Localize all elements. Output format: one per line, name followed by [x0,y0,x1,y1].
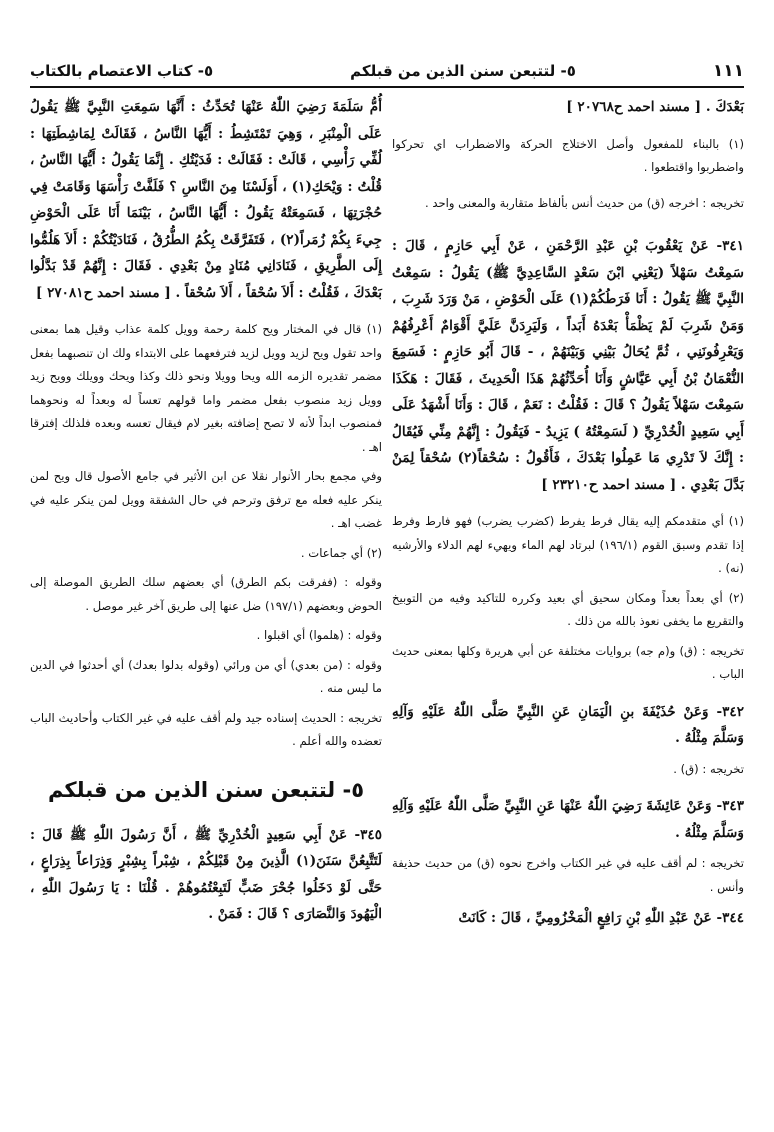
footnote: (٢) أي بعداً بعداً ومكان سحيق أي بعيد وكرره للتاكيد وفيه من التوبيخ والتقريع ما يخفى نعوذ بالله من ذلك . [392,590,744,628]
hadith-345: ٣٤٥- عَنْ أَبِي سَعِيدٍ الْخُدْرِيِّ ﷺ ، أَنَّ رَسُولَ اللّٰهِ ﷺ قَالَ : لَتَتَّبِعُنَّ سَنَنَ(١) الَّذِينَ مِنْ قَبْلِكُمْ ، شِبْراً بِشِبْرٍ وَذِرَاعاً بِذِرَاعٍ ، حَتَّى لَوْ دَخَلُوا جُحْرَ ضَبٍّ لَتَبِعْتُمُوهُمْ . قُلْنَا : يَا رَسُولَ اللّٰهِ ، الْيَهُودَ وَالنَّصَارَى ؟ قَالَ : فَمَنْ . [30,826,382,922]
hadith-344: ٣٤٤- عَنْ عَبْدِ اللّٰهِ بْنِ رَافِعٍ الْمَخْزُومِيِّ ، قَالَ : كَانَتْ [458,910,744,926]
hadith-342: ٣٤٢- وَعَنْ حُذَيْفَةَ بنِ الْيَمَانِ عَنِ النَّبِيِّ صَلَّى اللّٰهُ عَلَيْهِ وَآلِهِ وَسَلَّمَ مِثْلُهُ . [392,703,744,746]
takhrij-note: تخريجه : (ق) و(م جه) بروايات مختلفة عن أبي هريرة وكلها بمعنى حديث الباب . [392,643,744,681]
footnote: وقوله : (ففرقت بكم الطرق) أي بعضهم سلك الطريق الموصلة إلى الحوض وبعضهم (١٩٧/١) ضل عنها إلى طريق آخر غير موصل . [30,575,382,613]
takhrij-note: تخريجه : لم أقف عليه في غير الكتاب واخرج نحوه (ق) من حديث حذيفة وأنس . [392,856,744,894]
footnote: وفي مجمع بحار الأنوار نقلا عن ابن الأثير في جامع الأصول قال ويح لمن ينكر عليه فعله مع ترفق وترحم في حال الشفقة وويل لمن ينكر عليه في غضب اهـ . [30,469,382,530]
left-column [30,94,382,934]
hadith-343: ٣٤٣- وَعَنْ عَائِشَةَ رَضِيَ اللّٰهُ عَنْهَا عَنِ النَّبِيِّ صَلَّى اللّٰهُ عَلَيْهِ وَآلِهِ وَسَلَّمَ مِثْلُهُ . [392,798,744,841]
footnote: وقوله : (من بعدي) أي من ورائي (وقوله بدلوا بعدك) أي أحدثوا في الدين ما ليس منه . [30,657,382,695]
hadith-text: أُمُّ سَلَمَةَ رَضِيَ اللّٰهُ عَنْهَا تُحَدِّثُ : أَنَّهَا سَمِعَتِ النَّبِيَّ ﷺ يَقُولُ عَلَى الْمِنْبَرِ ، وَهِيَ تَمْتَشِطُ : أَيُّهَا النَّاسُ ، فَقَالَتْ لِمَاشِطَتِهَا : لُفِّي رَأْسِي ، قَالَتْ : فَقَالَتْ : فَدَيْتُكِ . إِنَّمَا يَقُولُ : أَيُّهَا النَّاسُ ، قُلْتُ : وَيْحَكِ(١) ، أَوَلَسْنَا مِنَ النَّاسِ ؟ فَلَفَّتْ رَأْسَهَا وَقَامَتْ فِي حُجْرَتِهَا ، فَسَمِعَتْهُ يَقُولُ : أَيُّهَا النَّاسُ ، بَيْنَمَا أَنَا عَلَى الْحَوْضِ جِيءَ بِكُمْ زُمَراً(٢) ، فَتَفَرَّقَتْ بِكُمُ الطُّرُقُ ، فَنَادَيْتُكُمْ : أَلاَ هَلُمُّوا إِلَى الطَّرِيقِ ، فَنَادَانِي مُنَادٍ مِنْ بَعْدِي . فَقَالَ : إِنَّهُمْ قَدْ بَدَّلُوا بَعْدَكَ ، فَقُلْتُ : أَلاَ سُحْقاً ، أَلاَ سُحْقاً . [ مسند احمد ح٢٧٠٨١ ] [30,99,382,301]
footnote: (١) قال في المختار ويح كلمة رحمة وويل كلمة عذاب وقيل هما بمعنى واحد تقول ويح لزيد وويل لزيد فترفعهما على الابتداء ولك ان تنصبهما بفعل مضمر تقديره الزمه الله ويحا وويلا ونحو ذلك وكذا ويحك وويلك وويح زيد وويل زيد منصوب بفعل مضمر واما قولهم تعساً له وبعداً له ونحوهما فمنصوب ابداً لأنه لا تصح إضافته بغير لام فيقال تعسه وبعده فلذلك إفترقا اهـ . [30,322,382,454]
footnote: (١) بالبناء للمفعول وأصل الاختلاج الحركة والاضطراب اي تحركوا واضطربوا واقتطعوا . [392,136,744,174]
running-header [30,58,744,84]
chapter-title: ٥- لتتبعن سنن الذين من قبلكم [350,62,576,80]
hadith-341: ٣٤١- عَنْ يَعْقُوبَ بْنِ عَبْدِ الرَّحْمَنِ ، عَنْ أَبِي حَازِمٍ ، قَالَ : سَمِعْتُ سَهْلاً (يَعْنِي ابْنَ سَعْدٍ السَّاعِدِيَّ ﷺ) يَقُولُ : سَمِعْتُ النَّبِيَّ ﷺ يَقُولُ : أَنَا فَرَطُكُمْ(١) عَلَى الْحَوْضِ ، مَنْ وَرَدَ شَرِبَ ، وَمَنْ شَرِبَ لَمْ يَظْمَأْ بَعْدَهُ أَبَداً ، وَلَيَرِدَنَّ عَلَيَّ أَقْوَامٌ أَعْرِفُهُمْ وَيَعْرِفُونَنِي ، ثُمَّ يُحَالُ بَيْنِي وَبَيْنَهُمْ ، - قَالَ أَبُو حَازِمٍ : فَسَمِعَ النُّعْمَانُ بْنُ أَبِي عَيَّاشٍ وَأَنَا أُحَدِّثُهُمْ هَذَا الْحَدِيثَ ، فَقَالَ : هَكَذَا سَمِعْتَ سَهْلاً يَقُولُ ؟ قَالَ : فَقُلْتُ : نَعَمْ ، قَالَ : وَأَنَا أَشْهَدُ عَلَى أَبِي سَعِيدٍ الْخُدْرِيِّ ( لَسَمِعْتُهُ ) يَزِيدُ - فَيَقُولُ : إِنَّهُمْ مِنِّي فَيُقَالُ : إِنَّكَ لاَ تَدْرِي مَا عَمِلُوا بَعْدَكَ ، فَأَقُولُ : سُحْقاً(٢) سُحْقاً لِمَنْ بَدَّلَ بَعْدِي . [ مسند احمد ح٢٣٢١٠ ] [392,238,744,493]
book-title: ٥- كتاب الاعتصام بالكتاب [30,62,214,80]
hadith-text: بَعْدَكَ . [ مسند احمد ح٢٠٧٦٨ ] [566,99,744,115]
footnote: (١) أي متقدمكم إليه يقال فرط يفرط (كضرب يضرب) فهو فارط وفرط إذا تقدم وسبق القوم (١٩٦/١) لبرتاد لهم الماء ويهيء لهم الدلاء والأرشيه (نه) . [392,514,744,575]
takhrij-note: تخريجه : (ق) . [673,761,744,776]
page-number: ١١١ [712,61,744,81]
takhrij-note: تخريجه : اخرجه (ق) من حديث أنس بألفاظ متقاربة والمعنى واحد . [425,195,744,210]
section-title: ٥- لتتبعن سنن الذين من قبلكم [47,777,365,802]
header-rule [30,86,744,88]
takhrij-note: تخريجه : الحديث إسناده جيد ولم أقف عليه في غير الكتاب وأحاديث الباب تعضده والله أعلم . [30,710,382,748]
footnote: وقوله : (هلموا) أي اقبلوا . [256,628,382,642]
footnote: (٢) أي جماعات . [300,545,382,560]
right-column [392,94,744,938]
